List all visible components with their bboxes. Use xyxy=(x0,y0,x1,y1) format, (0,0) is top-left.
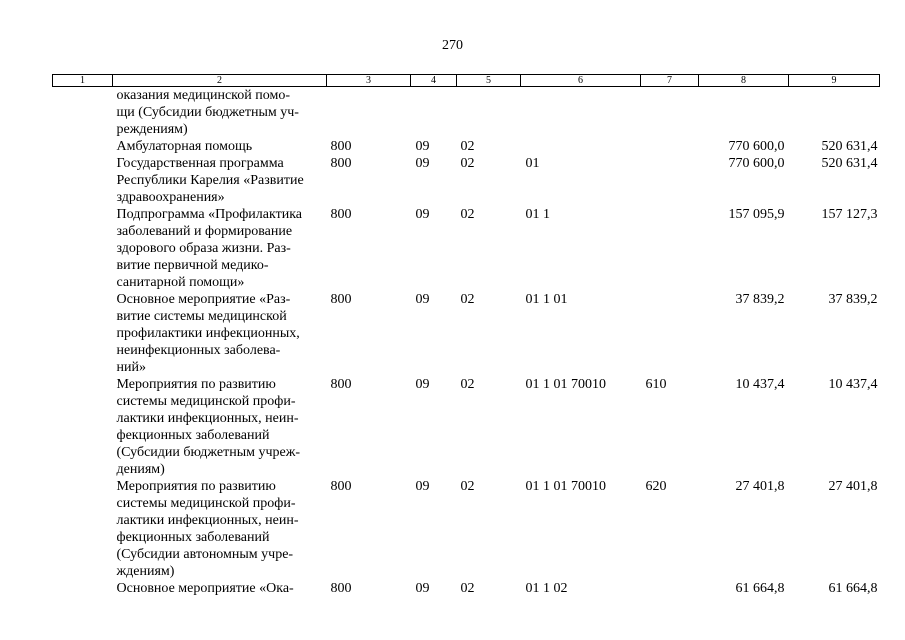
column-header: 9 xyxy=(789,75,880,87)
amount-cell: 157 095,9 xyxy=(728,207,785,222)
amount-cell: 10 437,4 xyxy=(735,377,785,392)
amount-cell: 10 437,4 xyxy=(828,377,878,392)
subsection-code-cell: 02 xyxy=(460,292,475,307)
amount-cell: 157 127,3 xyxy=(821,207,878,222)
section-code-cell: 09 xyxy=(415,581,430,596)
blank-cell xyxy=(53,376,113,478)
subsection-code-cell xyxy=(457,87,521,139)
target-article-cell xyxy=(521,87,641,139)
subsection-code-cell: 02 xyxy=(460,139,475,154)
column-header: 7 xyxy=(641,75,699,87)
column-header: 5 xyxy=(457,75,521,87)
target-article-cell: 01 1 02 xyxy=(525,581,568,596)
subsection-code-cell: 02 xyxy=(460,581,475,596)
amount-cell: 61 664,8 xyxy=(735,581,785,596)
amount-cell: 27 401,8 xyxy=(735,479,785,494)
table-row xyxy=(53,87,880,139)
subsection-code-cell: 02 xyxy=(460,156,475,171)
admin-code-cell xyxy=(327,87,411,139)
target-article-cell: 01 1 01 70010 xyxy=(525,377,606,392)
column-header: 4 xyxy=(411,75,457,87)
blank-cell xyxy=(53,206,113,291)
amount-cell: 61 664,8 xyxy=(828,581,878,596)
expense-type-cell xyxy=(641,206,699,291)
amount-cell: 520 631,4 xyxy=(821,156,878,171)
table-header xyxy=(53,75,880,87)
subsection-code-cell: 02 xyxy=(460,207,475,222)
section-code-cell: 09 xyxy=(415,207,430,222)
section-code-cell: 09 xyxy=(415,377,430,392)
amount-cell xyxy=(699,87,789,139)
subsection-code-cell: 02 xyxy=(460,479,475,494)
admin-code-cell: 800 xyxy=(330,139,352,154)
table-row xyxy=(53,580,880,597)
column-header: 1 xyxy=(53,75,113,87)
budget-table xyxy=(52,74,880,597)
blank-cell xyxy=(53,291,113,376)
page-number: 270 xyxy=(442,38,463,53)
target-article-cell: 01 1 01 xyxy=(525,292,568,307)
table-row xyxy=(53,206,880,291)
target-article-cell: 01 1 01 70010 xyxy=(525,479,606,494)
admin-code-cell: 800 xyxy=(330,156,352,171)
section-code-cell: 09 xyxy=(415,479,430,494)
section-code-cell: 09 xyxy=(415,292,430,307)
expense-type-cell: 620 xyxy=(645,479,667,494)
expense-type-cell: 610 xyxy=(645,377,667,392)
amount-cell: 770 600,0 xyxy=(728,139,785,154)
expense-type-cell xyxy=(641,580,699,597)
row-name-cell: Мероприятия по развитию системы медицинской профи- лактики инфекционных, неин- фекционных заболеваний (Субсидии автономным учре- ждениям) xyxy=(116,479,299,579)
column-header: 8 xyxy=(699,75,789,87)
column-header: 3 xyxy=(327,75,411,87)
admin-code-cell: 800 xyxy=(330,377,352,392)
row-name-cell: Основное мероприятие «Ока- xyxy=(116,581,294,596)
blank-cell xyxy=(53,580,113,597)
amount-cell: 770 600,0 xyxy=(728,156,785,171)
column-header: 2 xyxy=(113,75,327,87)
column-header: 6 xyxy=(521,75,641,87)
target-article-cell: 01 1 xyxy=(525,207,550,222)
amount-cell: 520 631,4 xyxy=(821,139,878,154)
blank-cell xyxy=(53,478,113,580)
blank-cell xyxy=(53,155,113,206)
section-code-cell: 09 xyxy=(415,139,430,154)
table-row xyxy=(53,291,880,376)
admin-code-cell: 800 xyxy=(330,479,352,494)
blank-cell xyxy=(53,87,113,139)
row-name-cell: Мероприятия по развитию системы медицинской профи- лактики инфекционных, неин- фекционных заболеваний (Субсидии бюджетным учреж- дениям) xyxy=(116,377,301,477)
section-code-cell: 09 xyxy=(415,156,430,171)
row-name-cell: Подпрограмма «Профилактика заболеваний и формирование здорового образа жизни. Раз- витие первичной медико- санитарной помощи» xyxy=(116,207,303,290)
row-name-cell: оказания медицинской помо- щи (Субсидии бюджетным уч- реждениям) xyxy=(116,88,299,137)
section-code-cell xyxy=(411,87,457,139)
target-article-cell xyxy=(521,138,641,155)
column-number-row xyxy=(53,75,880,87)
table-row xyxy=(53,478,880,580)
amount-cell: 37 839,2 xyxy=(828,292,878,307)
table-body xyxy=(53,87,880,598)
amount-cell: 37 839,2 xyxy=(735,292,785,307)
table-row xyxy=(53,155,880,206)
subsection-code-cell: 02 xyxy=(460,377,475,392)
row-name-cell: Государственная программа Республики Карелия «Развитие здравоохранения» xyxy=(116,156,304,205)
table-row xyxy=(53,138,880,155)
target-article-cell: 01 xyxy=(525,156,540,171)
amount-cell xyxy=(789,87,880,139)
row-name-cell: Амбулаторная помощь xyxy=(116,139,253,154)
expense-type-cell xyxy=(641,87,699,139)
blank-cell xyxy=(53,138,113,155)
admin-code-cell: 800 xyxy=(330,292,352,307)
admin-code-cell: 800 xyxy=(330,581,352,596)
expense-type-cell xyxy=(641,291,699,376)
admin-code-cell: 800 xyxy=(330,207,352,222)
expense-type-cell xyxy=(641,155,699,206)
amount-cell: 27 401,8 xyxy=(828,479,878,494)
row-name-cell: Основное мероприятие «Раз- витие системы медицинской профилактики инфекционных, неинфекционных заболева- ний» xyxy=(116,292,300,375)
table-row xyxy=(53,376,880,478)
expense-type-cell xyxy=(641,138,699,155)
